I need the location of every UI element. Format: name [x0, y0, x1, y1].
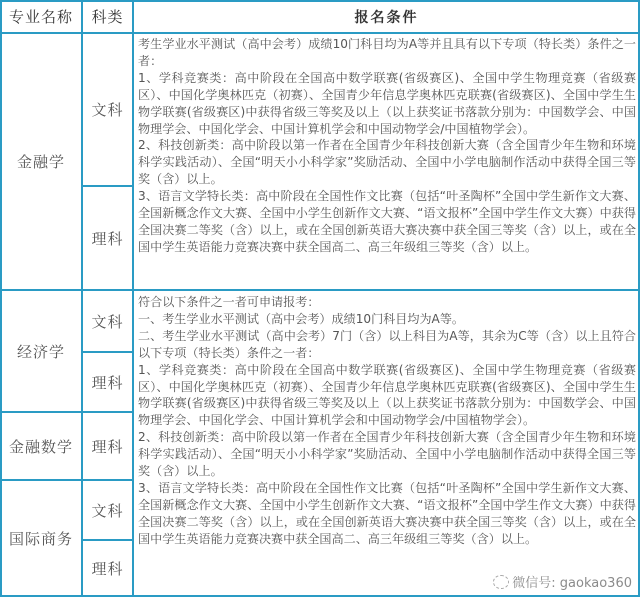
financial-math-category-science: 理科	[91, 437, 124, 456]
border-col-2	[132, 0, 134, 597]
intl-business-category-arts: 文科	[91, 501, 124, 520]
border-economics-split	[82, 351, 133, 353]
intl-business-category-science: 理科	[91, 560, 124, 578]
condition-language-literature: 3、语言文学特长类：高中阶段在全国性作文比赛（包括“叶圣陶杯”全国中学生新作文大赛、全国新概念作文大赛、全国中小学生创新作文大赛、“语文报杯”全国中学生作文大赛）中获得全国决赛二等奖（含）以上，或在全国创新英语大赛决赛中获全国三等奖（含）以上，或在全国中学生英语能力竞赛决赛中获全国高二、高三年级组三等奖（含）以上。	[138, 189, 636, 254]
major-economics: 经济学	[16, 342, 65, 361]
wechat-icon	[493, 575, 509, 589]
condition-tech-innovation: 2、科技创新类：高中阶段以第一作者在全国青少年科技创新大赛（含全国青少年生物和环境科学实践活动）、全国“明天小小科学家”奖励活动、全国中小学电脑制作活动中获得全国三等奖（含）以上。	[138, 138, 636, 187]
economics-category-arts: 文科	[91, 312, 124, 331]
economics-category-science: 理科	[91, 373, 124, 392]
condition-language-literature: 3、语言文学特长类：高中阶段在全国性作文比赛（包括“叶圣陶杯”全国中学生新作文大赛、全国新概念作文大赛、全国中小学生创新作文大赛、“语文报杯”全国中学生作文大赛）中获得全国决赛二等奖（含）以上，或在全国创新英语大赛决赛中获全国三等奖（含）以上，或在全国中学生英语能力竞赛决赛中获全国高二、高三年级组三等奖（含）以上。	[138, 480, 636, 546]
major-international-business: 国际商务	[8, 530, 73, 548]
border-finance-bottom	[0, 289, 640, 291]
watermark	[493, 572, 632, 591]
conditions-intro: 考生学业水平测试（高中会考）成绩10门科目均为A等并且具有以下专项（特长类）条件之一者：	[138, 37, 636, 68]
border-financial-math-bottom	[0, 479, 133, 481]
conditions-intro: 符合以下条件之一者可申请报考：	[138, 295, 320, 309]
major-finance: 金融学	[16, 153, 65, 171]
border-finance-split	[82, 185, 133, 187]
header-conditions: 报名条件	[354, 9, 419, 26]
finance-category-science: 理科	[91, 229, 124, 248]
conditions-finance	[134, 34, 639, 290]
border-header-bottom	[0, 32, 640, 34]
condition-subject-competition: 1、学科竞赛类：高中阶段在全国高中数学联赛(省级赛区)、全国中学生物理竞赛（省级赛区）、中国化学奥林匹克（初赛）、全国青少年信息学奥林匹克联赛(省级赛区)、全国中学生生物学联赛(省级赛区)中获得省级三等奖及以上（以上获奖证书落款分别为：中国数学会、中国物理学会、中国化学会、中国计算机学会和中国动物学会/中国植物学会）。	[138, 362, 636, 428]
border-col-1	[81, 0, 83, 597]
border-intl-business-split	[82, 539, 133, 541]
condition-subject-competition: 1、学科竞赛类：高中阶段在全国高中数学联赛(省级赛区)、全国中学生物理竞赛（省级赛区）、中国化学奥林匹克（初赛）、全国青少年信息学奥林匹克联赛(省级赛区)、全国中学生生物学联赛(省级赛区)中获得省级三等奖及以上（以上获奖证书落款分别为：中国数学会、中国物理学会、中国化学会、中国计算机学会和中国动物学会/中国植物学会）。	[138, 70, 636, 136]
finance-category-arts: 文科	[91, 101, 124, 119]
condition-seven-a: 二、考生学业水平测试（高中会考）7门（含）以上科目为A等，其余为C等（含）以上且符合以下专项（特长类）条件之一者：	[138, 328, 636, 360]
condition-tech-innovation: 2、科技创新类：高中阶段以第一作者在全国青少年科技创新大赛（含全国青少年生物和环境科学实践活动）、全国“明天小小科学家”奖励活动、全国中小学电脑制作活动中获得全国三等奖（含）以上。	[138, 430, 636, 479]
header-category: 科类	[91, 8, 124, 26]
watermark-text: 微信号: gaokao360	[512, 576, 632, 591]
border-economics-bottom	[0, 411, 133, 413]
border-top	[0, 0, 640, 2]
border-left	[0, 0, 2, 597]
major-financial-math: 金融数学	[8, 437, 73, 456]
conditions-other-majors	[134, 292, 639, 597]
condition-all-a: 一、考生学业水平测试（高中会考）成绩10门科目均为A等。	[138, 311, 465, 326]
header-major: 专业名称	[8, 8, 73, 26]
